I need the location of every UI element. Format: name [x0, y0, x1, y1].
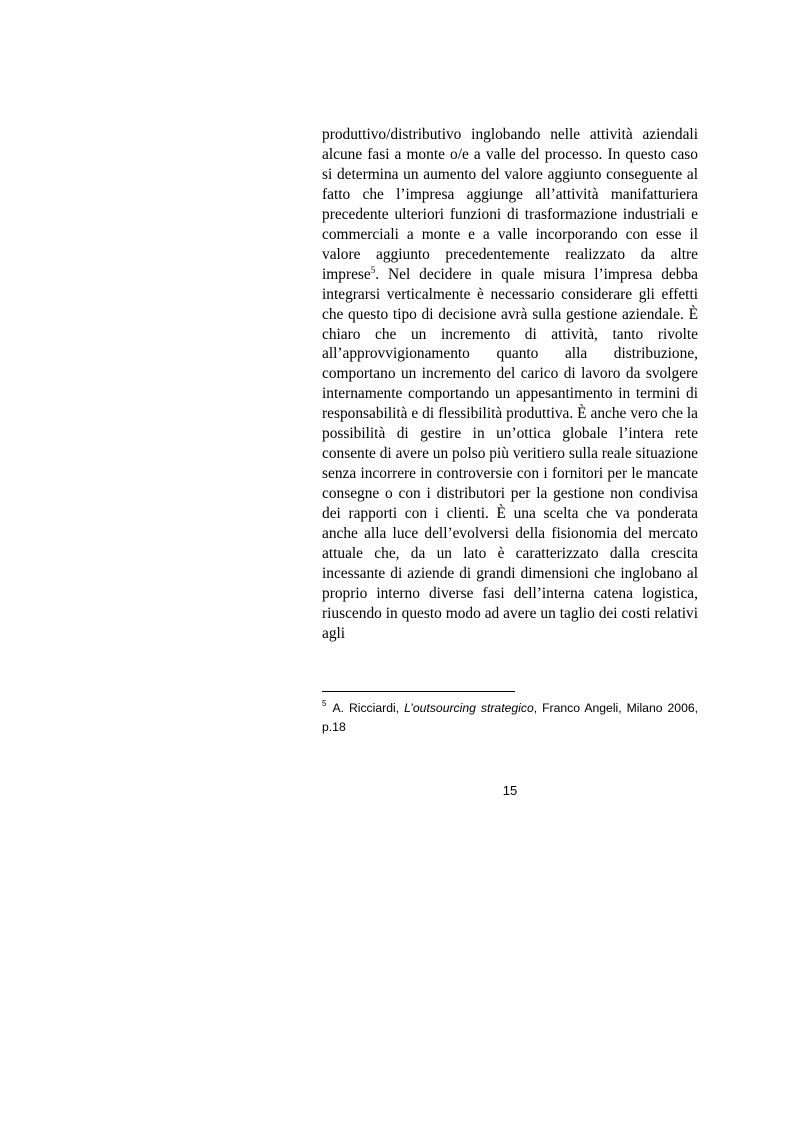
body-paragraph [322, 125, 698, 644]
page-number: 15 [502, 783, 518, 798]
footnote-title: L’outsourcing strategico [404, 701, 534, 715]
footnote [322, 699, 698, 737]
footnote-separator [322, 691, 515, 692]
footnote-number: 5 [322, 699, 327, 708]
footnote-citation: , Franco Angeli, Milano 2006, p.18 [322, 701, 699, 734]
footnote-author: A. Ricciardi, [332, 701, 405, 715]
body-text-part-1: produttivo/distributivo inglobando nelle attività aziendali alcune fasi a monte o/e a valle del processo. In questo caso si determina un aumento del valore aggiunto conseguente al fatto che l’impresa aggiunge all’attività manifatturiera precedente ulteriori funzioni di trasformazione industriali e commerciali a monte e a valle incorporando con esse il valore aggiunto precedentemente realizzato da altre imprese [322, 126, 698, 283]
footnote-reference: 5 [370, 264, 376, 275]
body-text-part-2: . Nel decidere in quale misura l’impresa debba integrarsi verticalmente è necessario considerare gli effetti che questo tipo di decisione avrà sulla gestione aziendale. È chiaro che un incremento di attività, tanto rivolte all’approvvigionamento quanto alla distribuzione, comportano un incremento del carico di lavoro da svolgere internamente comportando un appesantimento in termini di responsabilità e di flessibilità produttiva. È anche vero che la possibilità di gestire in un’ottica globale l’intera rete consente di avere un polso più veritiero sulla reale situazione senza incorrere in controversie con i fornitori per le mancate consegne o con i distributori per la gestione non condivisa dei rapporti con i clienti. È una scelta che va ponderata anche alla luce dell’evolversi della fisionomia del mercato attuale che, da un lato è caratterizzato dalla crescita incessante di aziende di grandi dimensioni che inglobano al proprio interno diverse fasi dell’interna catena logistica, riuscendo in questo modo ad avere un taglio dei costi relativi agli [322, 265, 698, 642]
